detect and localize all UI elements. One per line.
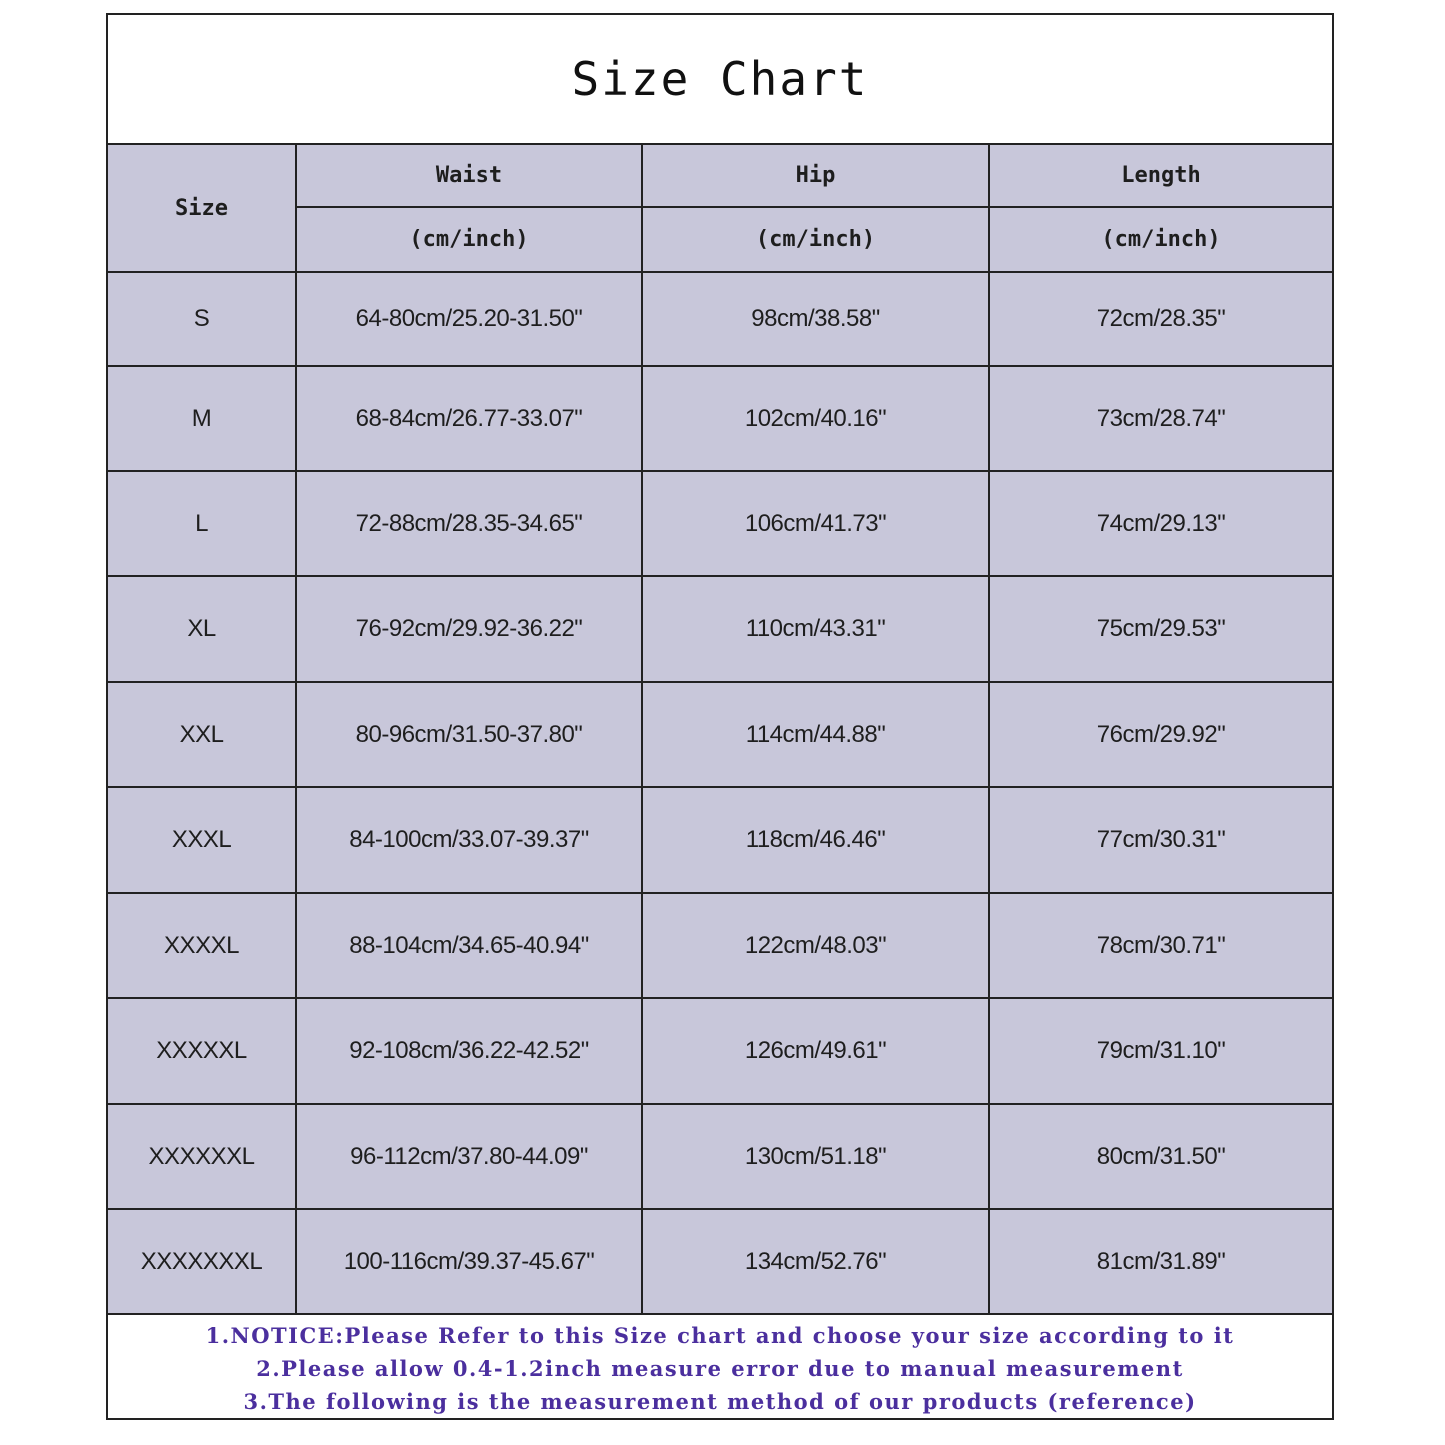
table-row [108, 787, 1332, 893]
length-cell: 77cm/30.31" [989, 787, 1332, 893]
note-line: 2.Please allow 0.4-1.2inch measure error due to manual measurement [256, 1356, 1184, 1381]
header-hip: Hip [642, 145, 989, 207]
size-cell: XXXXL [108, 893, 296, 998]
size-cell: S [108, 272, 296, 366]
length-cell: 76cm/29.92" [989, 682, 1332, 787]
length-cell: 75cm/29.53" [989, 576, 1332, 682]
size-cell: XXXXXXXL [108, 1209, 296, 1314]
size-cell: M [108, 366, 296, 471]
waist-cell: 68-84cm/26.77-33.07" [296, 366, 642, 471]
table-row [108, 576, 1332, 682]
length-cell: 72cm/28.35" [989, 272, 1332, 366]
waist-cell: 100-116cm/39.37-45.67" [296, 1209, 642, 1314]
length-cell: 78cm/30.71" [989, 893, 1332, 998]
note-line: 1.NOTICE:Please Refer to this Size chart and choose your size according to it [205, 1323, 1235, 1348]
table-row [108, 471, 1332, 576]
table-row [108, 1209, 1332, 1314]
length-cell: 79cm/31.10" [989, 998, 1332, 1104]
size-cell: XXXXXXL [108, 1104, 296, 1209]
hip-cell: 134cm/52.76" [642, 1209, 989, 1314]
hip-cell: 102cm/40.16" [642, 366, 989, 471]
size-cell: XXXL [108, 787, 296, 893]
length-cell: 81cm/31.89" [989, 1209, 1332, 1314]
hip-cell: 130cm/51.18" [642, 1104, 989, 1209]
header-length: Length [989, 145, 1332, 207]
size-cell: L [108, 471, 296, 576]
size-cell: XXL [108, 682, 296, 787]
waist-cell: 84-100cm/33.07-39.37" [296, 787, 642, 893]
length-cell: 73cm/28.74" [989, 366, 1332, 471]
hip-cell: 110cm/43.31" [642, 576, 989, 682]
waist-cell: 76-92cm/29.92-36.22" [296, 576, 642, 682]
table-row [108, 1104, 1332, 1209]
size-cell: XL [108, 576, 296, 682]
table-row [108, 272, 1332, 366]
length-cell: 80cm/31.50" [989, 1104, 1332, 1209]
waist-cell: 80-96cm/31.50-37.80" [296, 682, 642, 787]
length-cell: 74cm/29.13" [989, 471, 1332, 576]
hip-cell: 126cm/49.61" [642, 998, 989, 1104]
unit-hip: (cm/inch) [642, 207, 989, 272]
note-line: 3.The following is the measurement method of our products (reference) [243, 1389, 1197, 1414]
header-waist: Waist [296, 145, 642, 207]
waist-cell: 92-108cm/36.22-42.52" [296, 998, 642, 1104]
table-row [108, 682, 1332, 787]
chart-title: Size Chart [571, 52, 869, 106]
notes-section [108, 1315, 1332, 1418]
hip-cell: 118cm/46.46" [642, 787, 989, 893]
table-row [108, 998, 1332, 1104]
hip-cell: 122cm/48.03" [642, 893, 989, 998]
unit-waist: (cm/inch) [296, 207, 642, 272]
unit-length: (cm/inch) [989, 207, 1332, 272]
hip-cell: 114cm/44.88" [642, 682, 989, 787]
hip-cell: 106cm/41.73" [642, 471, 989, 576]
waist-cell: 72-88cm/28.35-34.65" [296, 471, 642, 576]
table-row [108, 366, 1332, 471]
title-box [108, 15, 1332, 145]
header-row [108, 145, 1332, 207]
size-cell: XXXXXL [108, 998, 296, 1104]
waist-cell: 96-112cm/37.80-44.09" [296, 1104, 642, 1209]
hip-cell: 98cm/38.58" [642, 272, 989, 366]
waist-cell: 64-80cm/25.20-31.50" [296, 272, 642, 366]
table-row [108, 893, 1332, 998]
size-chart [106, 13, 1334, 1420]
waist-cell: 88-104cm/34.65-40.94" [296, 893, 642, 998]
size-table [108, 145, 1332, 1315]
header-size: Size [108, 145, 296, 272]
